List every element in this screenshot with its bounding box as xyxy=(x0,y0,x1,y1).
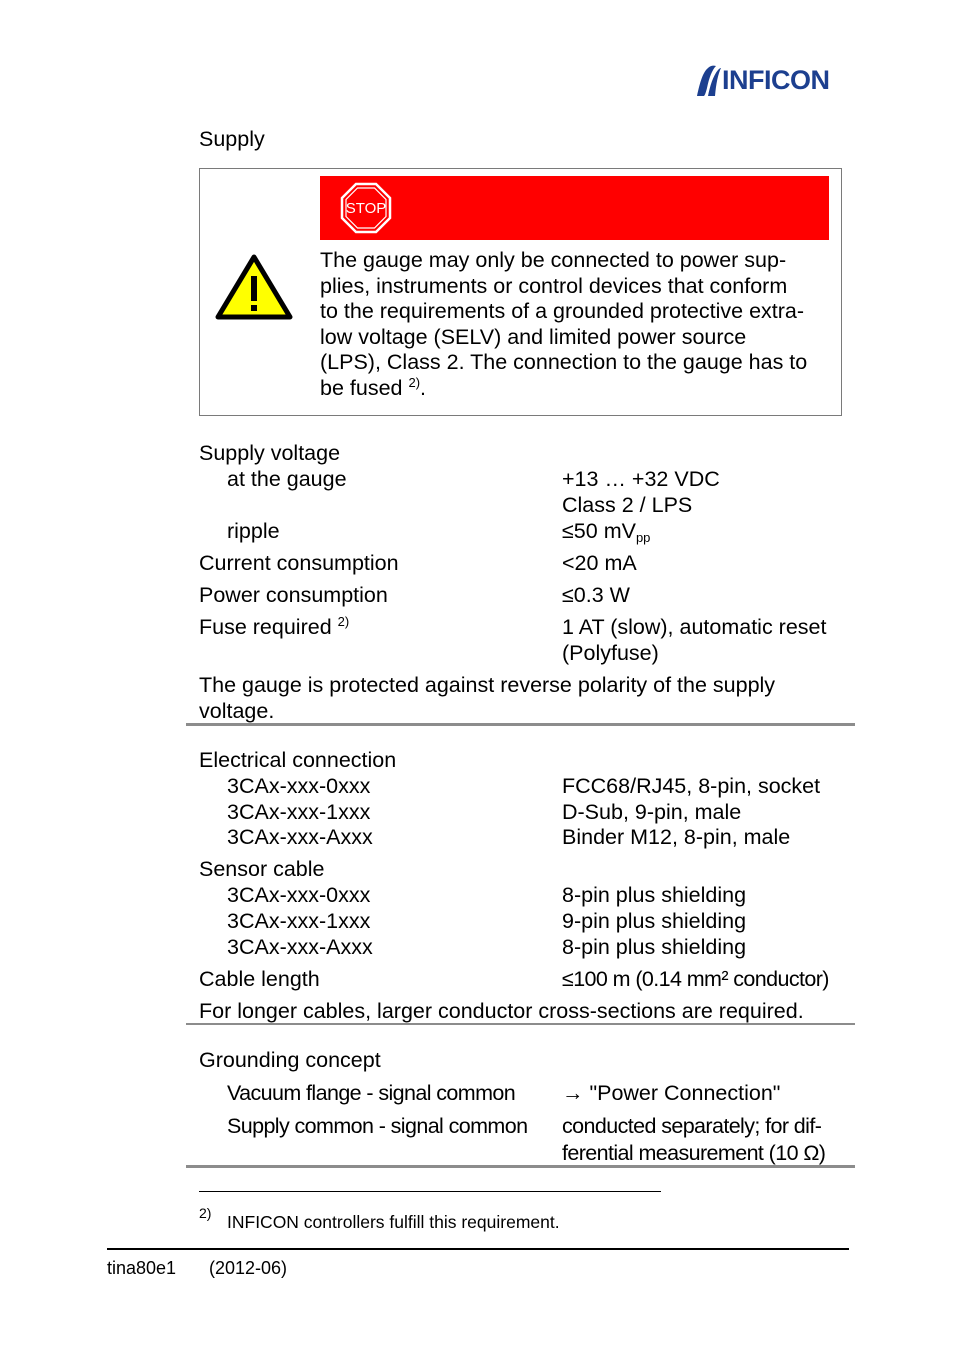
connector-value: D-Sub, 9-pin, male xyxy=(562,800,742,824)
footnote-mark: 2) xyxy=(199,1205,212,1221)
footer-rule xyxy=(107,1248,849,1250)
doc-date: (2012-06) xyxy=(209,1258,288,1278)
warning-line: (LPS), Class 2. The connection to the gauge has to xyxy=(320,350,808,375)
warning-last-text: be fused xyxy=(320,375,403,400)
sensor-value: 8-pin plus shielding xyxy=(562,883,747,907)
section-divider xyxy=(186,723,855,726)
sensor-value: 8-pin plus shielding xyxy=(562,935,747,959)
electrical-title: Electrical connection xyxy=(199,748,397,772)
flange-value: → "Power Connection" xyxy=(562,1081,781,1105)
fuse-value: 1 AT (slow), automatic reset xyxy=(562,615,827,639)
supply-common-value-2: ferential measurement (10 Ω) xyxy=(562,1141,826,1165)
fuse-label-text: Fuse required xyxy=(199,615,332,639)
warning-text xyxy=(320,248,835,402)
warning-line: low voltage (SELV) and limited power source xyxy=(320,324,747,349)
sensor-cable-title: Sensor cable xyxy=(199,857,325,881)
fuse-label xyxy=(199,614,349,640)
section-divider xyxy=(186,1165,855,1168)
sensor-value: 9-pin plus shielding xyxy=(562,909,747,933)
warning-last-end: . xyxy=(420,375,427,400)
supply-common-value: conducted separately; for dif- xyxy=(562,1114,822,1138)
at-gauge-class: Class 2 / LPS xyxy=(562,493,693,517)
ripple-subscript: pp xyxy=(635,530,651,545)
footnote-ref: 2) xyxy=(408,374,421,390)
polarity-note: The gauge is protected against reverse polarity of the supply xyxy=(199,673,776,697)
current-value: <20 mA xyxy=(562,551,637,575)
connector-label: 3CAx-xxx-1xxx xyxy=(227,800,371,824)
stop-banner xyxy=(320,176,829,240)
footnote-ref: 2) xyxy=(337,614,350,629)
flange-label: Vacuum flange - signal common xyxy=(227,1081,516,1105)
current-label: Current consumption xyxy=(199,551,399,575)
warning-triangle-icon xyxy=(215,254,293,320)
inficon-logo xyxy=(694,62,830,98)
warning-line-last xyxy=(320,376,835,402)
sensor-label: 3CAx-xxx-1xxx xyxy=(227,909,371,933)
section-title: Supply xyxy=(199,127,265,151)
warning-line: The gauge may only be connected to power sup- xyxy=(320,248,787,272)
cable-length-value: ≤100 m (0.14 mm² conductor) xyxy=(562,967,829,991)
stop-sign-icon xyxy=(340,182,392,234)
supply-voltage-label: Supply voltage xyxy=(199,441,341,465)
at-gauge-label: at the gauge xyxy=(227,467,347,491)
connector-label: 3CAx-xxx-0xxx xyxy=(227,774,371,798)
warning-line: to the requirements of a grounded protective extra- xyxy=(320,299,805,324)
power-label: Power consumption xyxy=(199,583,388,607)
sensor-label: 3CAx-xxx-Axxx xyxy=(227,935,373,959)
connector-label: 3CAx-xxx-Axxx xyxy=(227,825,373,849)
grounding-title: Grounding concept xyxy=(199,1048,381,1072)
ripple-value xyxy=(562,518,650,544)
brand-name: INFICON xyxy=(722,65,830,95)
power-value: ≤0.3 W xyxy=(562,583,630,607)
warning-line: plies, instruments or control devices that conform xyxy=(320,273,788,298)
ripple-label: ripple xyxy=(227,519,280,543)
at-gauge-value: +13 … +32 VDC xyxy=(562,467,720,491)
sensor-label: 3CAx-xxx-0xxx xyxy=(227,883,371,907)
footnote-separator xyxy=(199,1191,661,1192)
fuse-value-2: (Polyfuse) xyxy=(562,641,659,665)
stop-sign-label: STOP xyxy=(345,200,387,217)
footnote-text: INFICON controllers fulfill this requirement. xyxy=(227,1212,560,1232)
connector-value: FCC68/RJ45, 8-pin, socket xyxy=(562,774,821,798)
polarity-note-2: voltage. xyxy=(199,699,275,723)
doc-id: tina80e1 xyxy=(107,1258,177,1278)
cable-note: For longer cables, larger conductor cross-sections are required. xyxy=(199,999,804,1023)
ripple-value-text: ≤50 mV xyxy=(562,519,636,543)
cable-length-label: Cable length xyxy=(199,967,320,991)
connector-value: Binder M12, 8-pin, male xyxy=(562,825,791,849)
section-divider xyxy=(186,1023,855,1025)
supply-common-label: Supply common - signal common xyxy=(227,1114,528,1138)
inficon-logo-mark-icon xyxy=(694,62,722,98)
